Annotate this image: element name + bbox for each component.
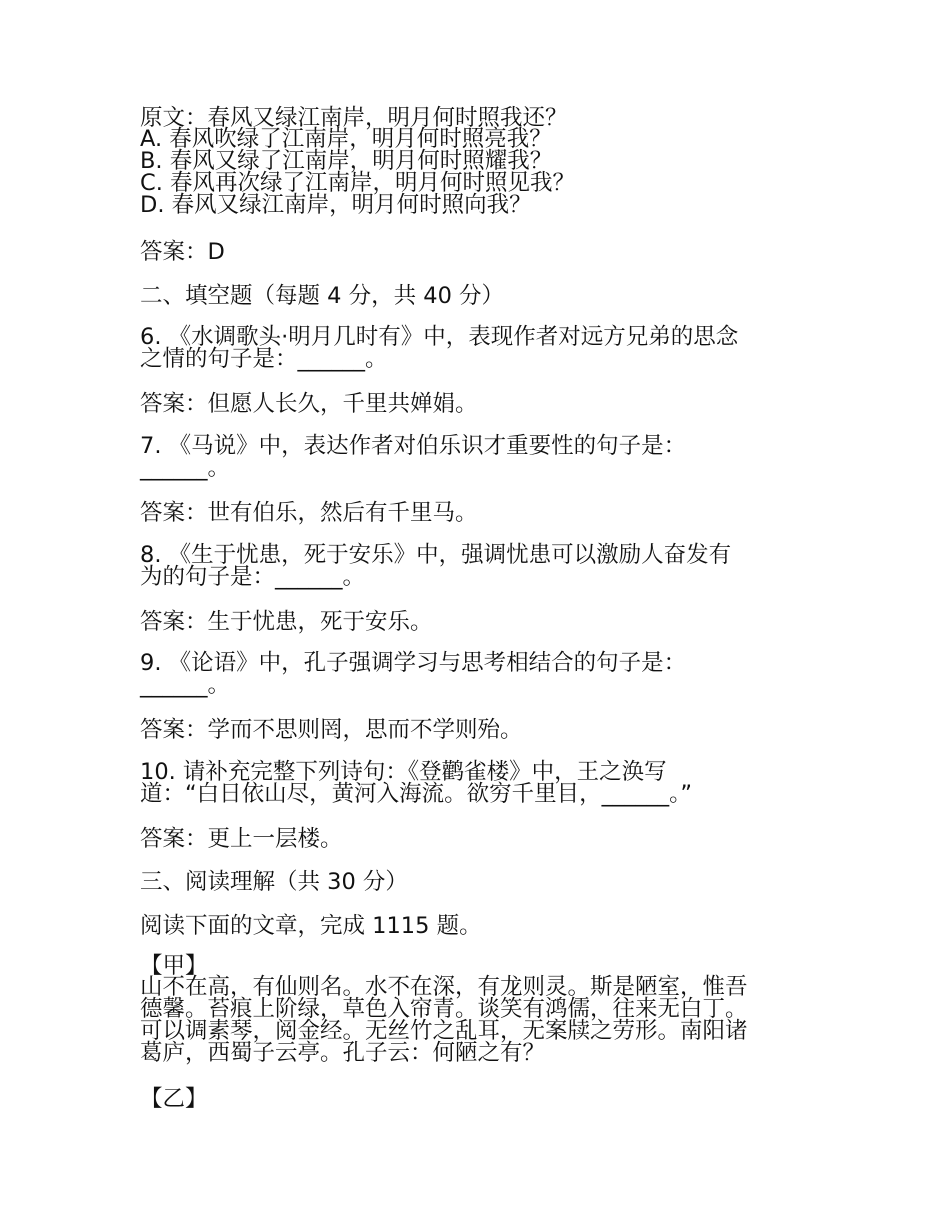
question-line: 之情的句子是：______。: [140, 346, 388, 372]
answer-text: 答案：生于忧患，死于安乐。: [140, 609, 433, 635]
answer-text: 答案：D: [140, 239, 225, 265]
question-6: [140, 326, 820, 370]
answer-5: [140, 239, 820, 265]
option-b: B. 春风又绿了江南岸，明月何时照耀我？: [140, 148, 553, 174]
heading-text: 二、填空题（每题 4 分，共 40 分）: [140, 283, 505, 309]
passage-label: 【甲】: [140, 953, 208, 979]
question-5-block: [140, 105, 820, 218]
question-8: [140, 544, 820, 588]
passage-line: 德馨。苔痕上阶绿，草色入帘青。谈笑有鸿儒，往来无白丁。: [140, 996, 748, 1022]
answer-9: [140, 717, 820, 743]
passage-line: 可以调素琴，阅金经。无丝竹之乱耳，无案牍之劳形。南阳诸: [140, 1018, 748, 1044]
section-3-heading: [140, 869, 820, 895]
passage-a: [140, 953, 820, 1066]
answer-text: 答案：学而不思则罔，思而不学则殆。: [140, 717, 523, 743]
question-line: 6. 《水调歌头·明月几时有》中，表现作者对远方兄弟的思念: [140, 324, 739, 350]
question-line: 9. 《论语》中，孔子强调学习与思考相结合的句子是：: [140, 650, 687, 676]
answer-8: [140, 609, 820, 635]
instruction-text: 阅读下面的文章，完成 1115 题。: [140, 913, 482, 939]
question-line: 道：“白日依山尽，黄河入海流。欲穷千里目，______。”: [140, 781, 693, 807]
question-9: [140, 652, 820, 696]
option-c: C. 春风再次绿了江南岸，明月何时照见我？: [140, 170, 576, 196]
section-2-heading: [140, 283, 820, 309]
answer-text: 答案：世有伯乐，然后有千里马。: [140, 500, 478, 526]
question-10: [140, 761, 820, 805]
question-7: [140, 435, 820, 479]
original-sentence: 原文：春风又绿江南岸，明月何时照我还？: [140, 105, 568, 131]
question-line: ______。: [140, 455, 231, 481]
question-line: 8. 《生于忧患，死于安乐》中，强调忧患可以激励人奋发有: [140, 542, 732, 568]
passage-label: 【乙】: [140, 1086, 208, 1112]
heading-text: 三、阅读理解（共 30 分）: [140, 869, 408, 895]
reading-instruction: [140, 913, 820, 939]
answer-10: [140, 826, 820, 852]
answer-7: [140, 500, 820, 526]
question-line: ______。: [140, 672, 231, 698]
passage-line: 葛庐，西蜀子云亭。孔子云：何陋之有？: [140, 1040, 546, 1066]
option-a: A. 春风吹绿了江南岸，明月何时照亮我？: [140, 126, 552, 152]
answer-6: [140, 391, 820, 417]
passage-b: [140, 1086, 820, 1112]
question-line: 7. 《马说》中，表达作者对伯乐识才重要性的句子是：: [140, 433, 687, 459]
passage-line: 山不在高，有仙则名。水不在深，有龙则灵。斯是陋室，惟吾: [140, 974, 748, 1000]
question-line: 为的句子是：______。: [140, 564, 366, 590]
question-line: 10. 请补充完整下列诗句：《登鹳雀楼》中，王之涣写: [140, 759, 667, 785]
option-d: D. 春风又绿江南岸，明月何时照向我？: [140, 192, 532, 218]
answer-text: 答案：但愿人长久，千里共婵娟。: [140, 391, 478, 417]
answer-text: 答案：更上一层楼。: [140, 826, 343, 852]
